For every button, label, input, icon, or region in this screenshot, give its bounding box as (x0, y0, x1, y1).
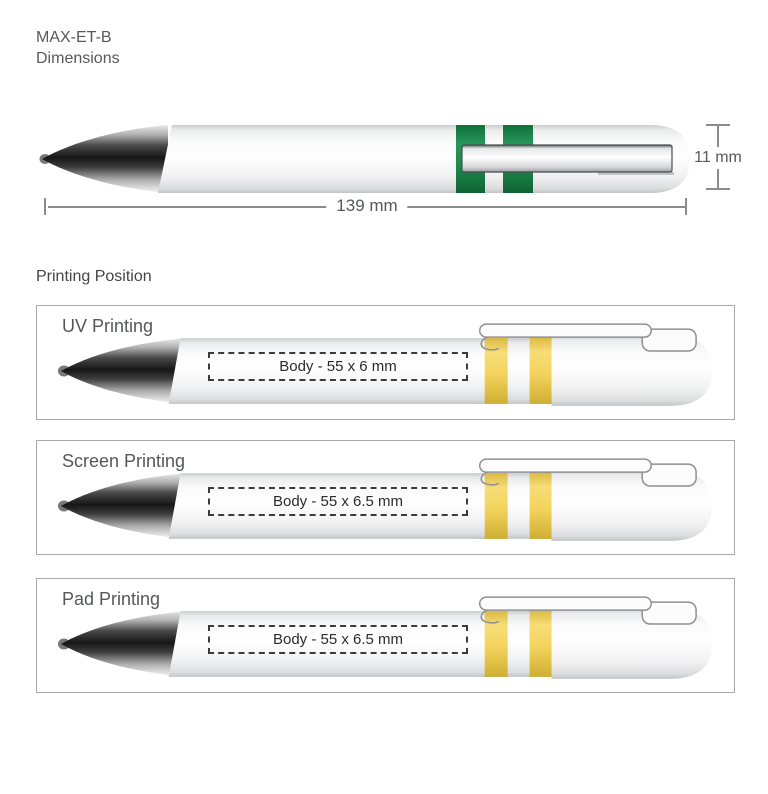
dimensions-label: Dimensions (36, 50, 120, 67)
dimension-pen-illustration (38, 116, 690, 196)
printing-box-uv (36, 305, 735, 420)
length-dimension-tick-right (685, 198, 687, 215)
diameter-dimension-tick-bottom (706, 188, 730, 190)
title-block (36, 27, 120, 69)
printing-method-label: Screen Printing (62, 451, 186, 471)
print-area-outline (208, 625, 468, 654)
print-area-label: Body - 55 x 6.5 mm (272, 631, 404, 648)
print-area-label: Body - 55 x 6 mm (279, 358, 397, 375)
printing-method-label: UV Printing (62, 316, 154, 336)
printing-box-screen (36, 440, 735, 555)
printing-method-label: Pad Printing (62, 589, 161, 609)
pen-clip (462, 145, 672, 172)
print-area-label: Body - 55 x 6.5 mm (272, 493, 404, 510)
printing-position-heading: Printing Position (36, 268, 152, 285)
diameter-dimension-label: 11 mm (693, 147, 743, 169)
print-area-outline (208, 487, 468, 516)
printing-box-pad (36, 578, 735, 693)
length-dimension-tick-left (44, 198, 46, 215)
length-dimension-label: 139 mm (326, 196, 407, 216)
product-code: MAX-ET-B (36, 29, 112, 46)
pen-tip-cone (42, 125, 168, 193)
print-area-outline (208, 352, 468, 381)
